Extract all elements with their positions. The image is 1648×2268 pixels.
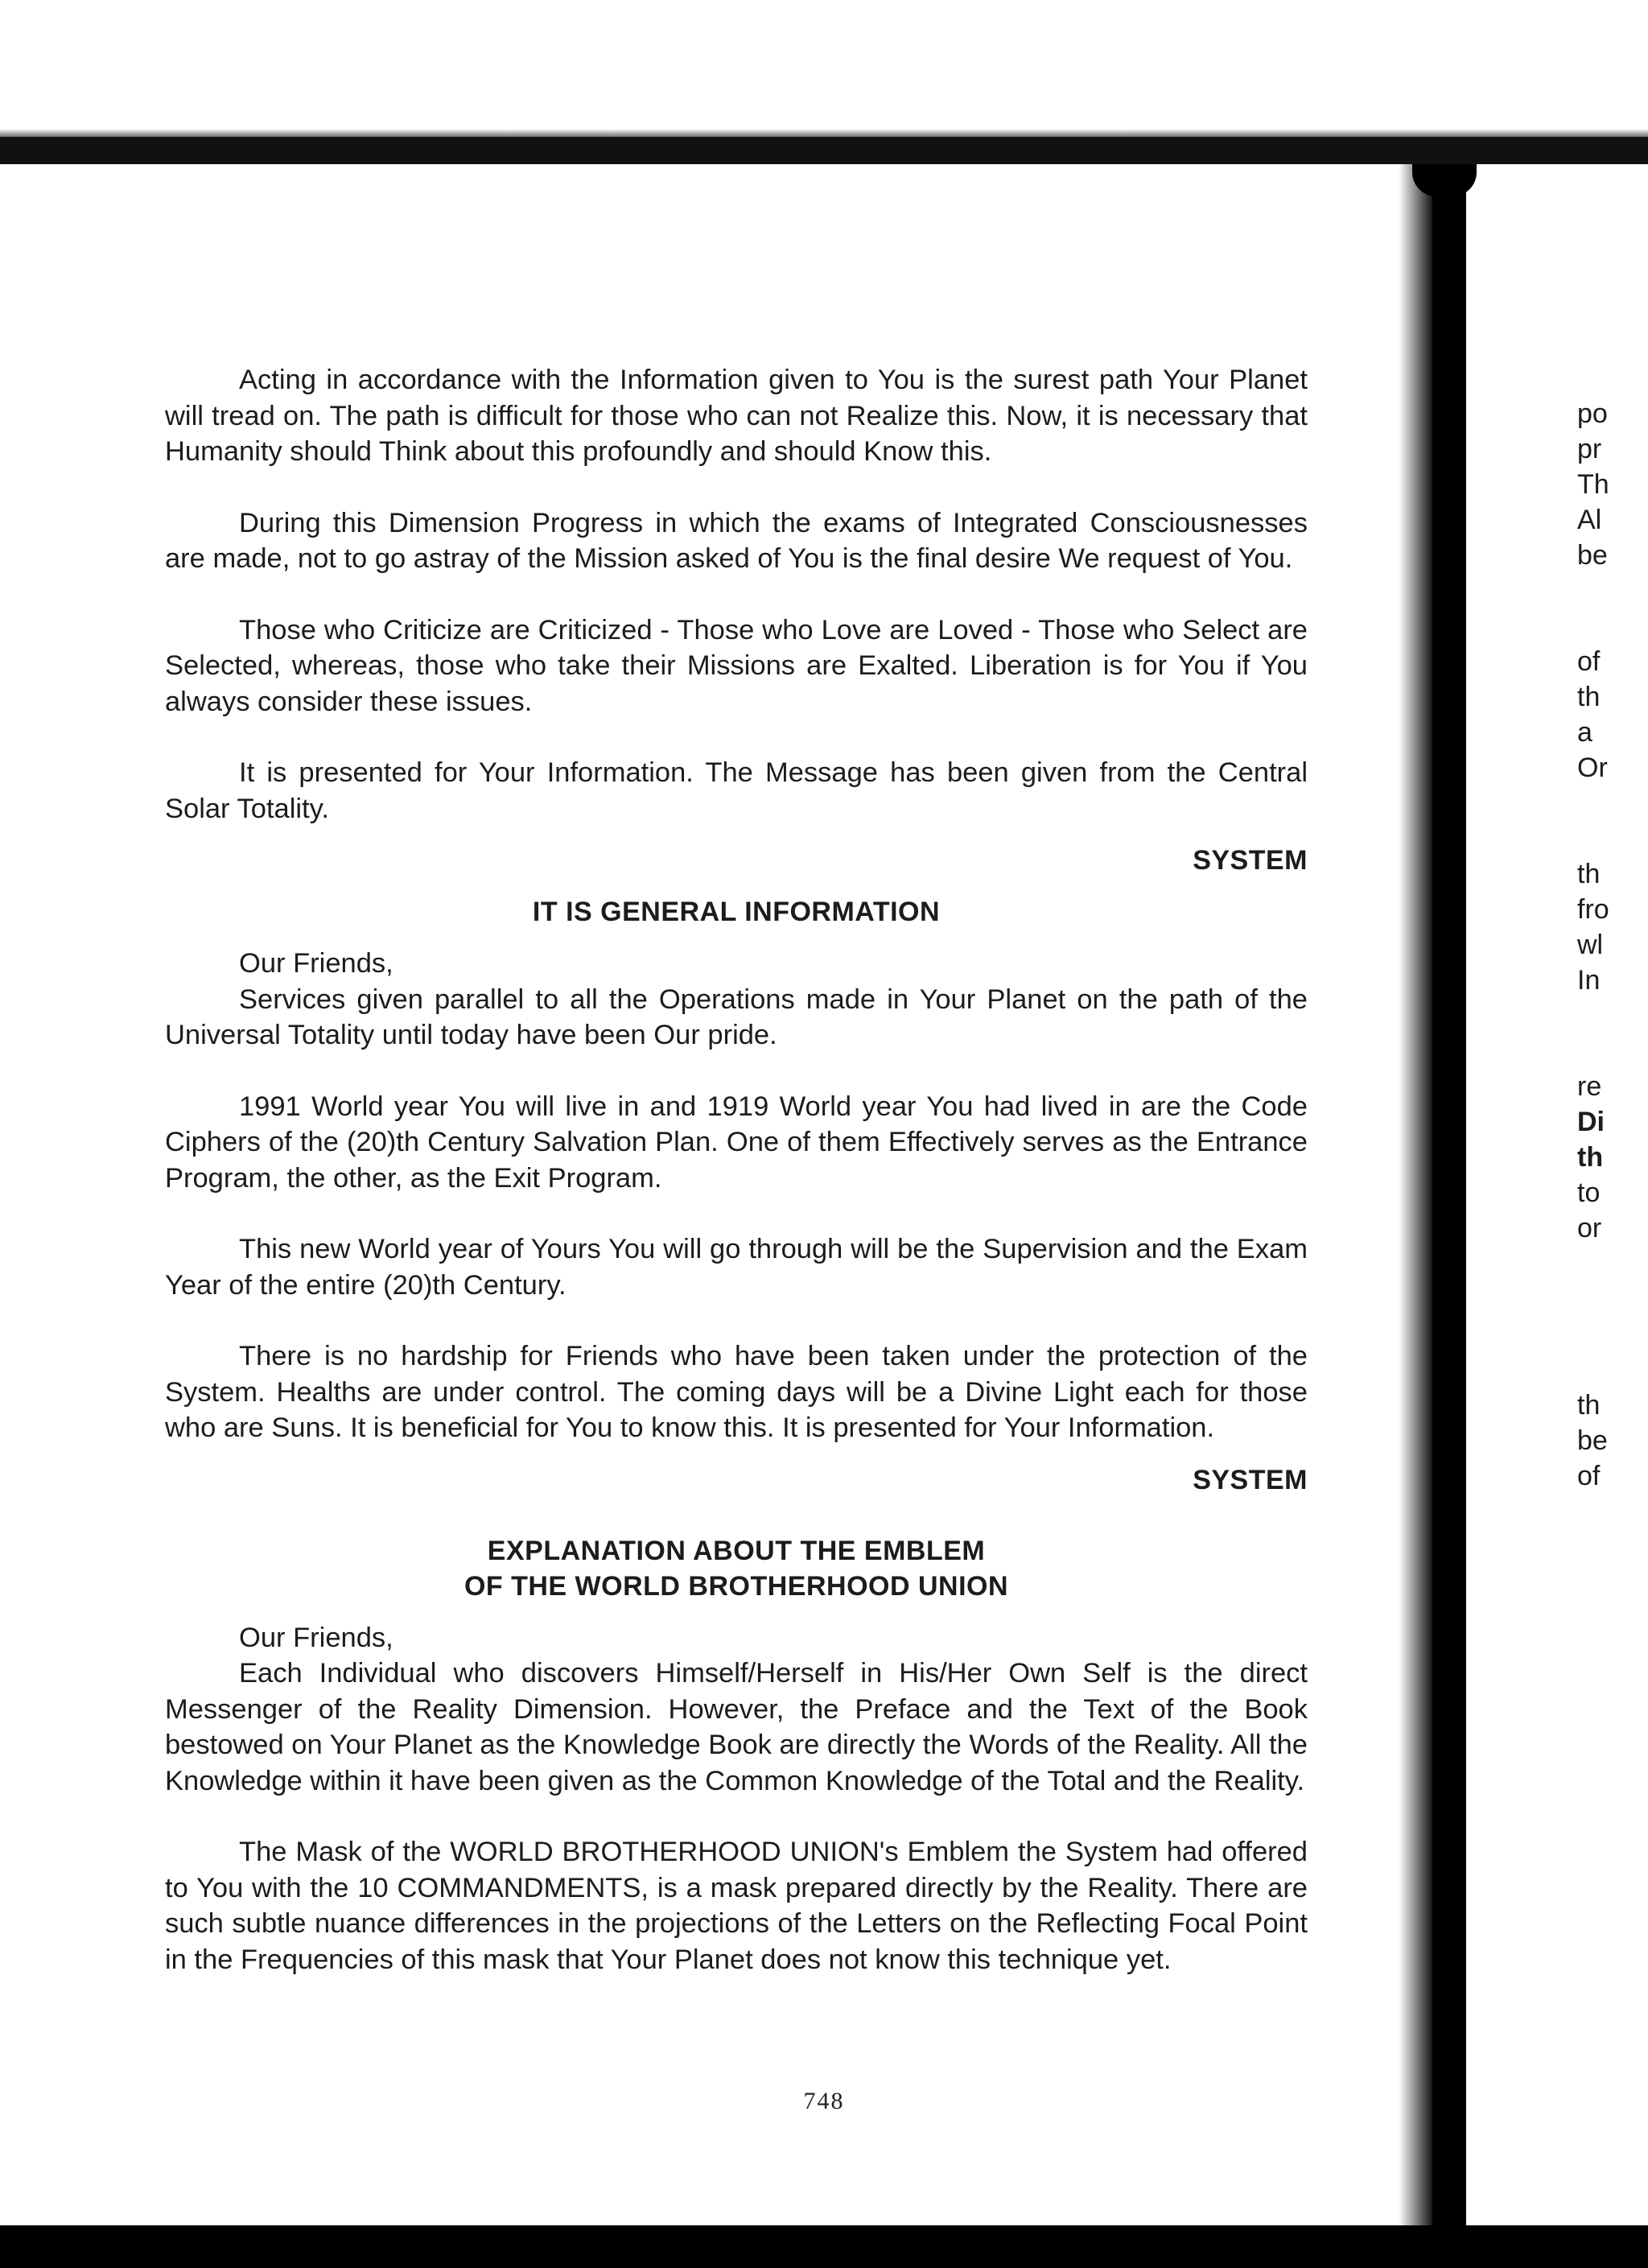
scan-top-border <box>0 137 1648 164</box>
paragraph: This new World year of Yours You will go through will be the Supervision and the Exam Year of the entire (20)th Century. <box>165 1234 1308 1301</box>
book-gutter <box>1432 164 1466 2225</box>
paragraph: The Mask of the WORLD BROTHERHOOD UNION's Emblem the System had offered to You with the 10 COMMANDMENTS, is a mask prepared directly by the Reality. There are such subtle nuance differences in the projections of the Letters on the Reflecting Focal Point in the Frequencies of this mask that Your Planet does not know this technique yet. <box>165 1837 1308 1975</box>
next-page-fragment: Or <box>1577 753 1608 783</box>
section-heading-line-2: OF THE WORLD BROTHERHOOD UNION <box>464 1570 1009 1602</box>
next-page-fragment: In <box>1577 965 1601 996</box>
scan-bottom-border <box>0 2225 1648 2268</box>
section-heading: IT IS GENERAL INFORMATION <box>532 897 941 927</box>
signature-system: SYSTEM <box>1193 1464 1308 1495</box>
section-heading-line-1: EXPLANATION ABOUT THE EMBLEM <box>487 1535 986 1566</box>
paragraph: Each Individual who discovers Himself/Herself in His/Her Own Self is the direct Messenger of the Reality Dimension. However, the Preface and the Text of the Book bestowed on Your Planet as the Knowledge Book are directly the Words of the Reality. All the Knowledge within it have been given as the Common Knowledge of the Total and the Reality. <box>165 1658 1308 1796</box>
next-page-fragment: th <box>1577 682 1601 712</box>
page-number: 748 <box>803 2088 845 2114</box>
paragraph: During this Dimension Progress in which the exams of Integrated Consciousnesses are made, not to go astray of the Mission asked of You is the final desire We request of You. <box>165 507 1308 574</box>
next-page-fragment: fro <box>1577 894 1609 925</box>
next-page-fragment: Di <box>1577 1107 1605 1137</box>
next-page-fragment: th <box>1577 1142 1604 1173</box>
paragraph: Acting in accordance with the Information given to You is the surest path Your Planet will tread on. The path is difficult for those who can not Realize this. Now, it is necessary that Humanity should Think about this profoundly and should Know this. <box>165 365 1308 467</box>
next-page-fragment: be <box>1577 1425 1608 1456</box>
greeting: Our Friends, <box>239 1622 393 1653</box>
next-page-fragment: th <box>1577 859 1601 889</box>
next-page-fragment: th <box>1577 1390 1601 1421</box>
next-page-fragment: re <box>1577 1071 1602 1102</box>
paragraph: There is no hardship for Friends who have been taken under the protection of the System. Healths are under control. The coming days will be a Divine Light each for those who are Suns. It is beneficial for You to know this. It is presented for Your Information. <box>165 1341 1308 1443</box>
next-page-fragment: pr <box>1577 434 1602 464</box>
next-page-fragment: or <box>1577 1213 1602 1243</box>
paragraph: It is presented for Your Information. The Message has been given from the Central Solar Totality. <box>165 757 1308 824</box>
page-body <box>165 362 1308 1977</box>
next-page-fragment: wl <box>1577 930 1604 960</box>
book-gutter-shadow <box>1399 164 1436 2225</box>
next-page-edge <box>1577 0 1648 2268</box>
next-page-fragment: of <box>1577 1461 1601 1491</box>
next-page-fragment: to <box>1577 1177 1601 1208</box>
greeting: Our Friends, <box>239 948 393 979</box>
signature-system: SYSTEM <box>1193 845 1308 876</box>
next-page-fragment: Al <box>1577 505 1602 535</box>
paragraph: 1991 World year You will live in and 1919 World year You had lived in are the Code Ciphers of the (20)th Century Salvation Plan. One of them Effectively serves as the Entrance Program, the other, as the Exit Program. <box>165 1091 1308 1194</box>
next-page-fragment: be <box>1577 540 1608 571</box>
paragraph: Services given parallel to all the Operations made in Your Planet on the path of the Universal Totality until today have been Our pride. <box>165 983 1308 1050</box>
next-page-fragment: po <box>1577 398 1608 429</box>
next-page-fragment: of <box>1577 646 1601 677</box>
next-page-fragment: a <box>1577 717 1592 748</box>
paragraph: Those who Criticize are Criticized - Those who Love are Loved - Those who Select are Selected, whereas, those who take their Missions are Exalted. Liberation is for You if You always consider these issues. <box>165 614 1308 717</box>
book-gutter-top <box>1412 164 1477 196</box>
next-page-fragment: Th <box>1577 469 1609 500</box>
